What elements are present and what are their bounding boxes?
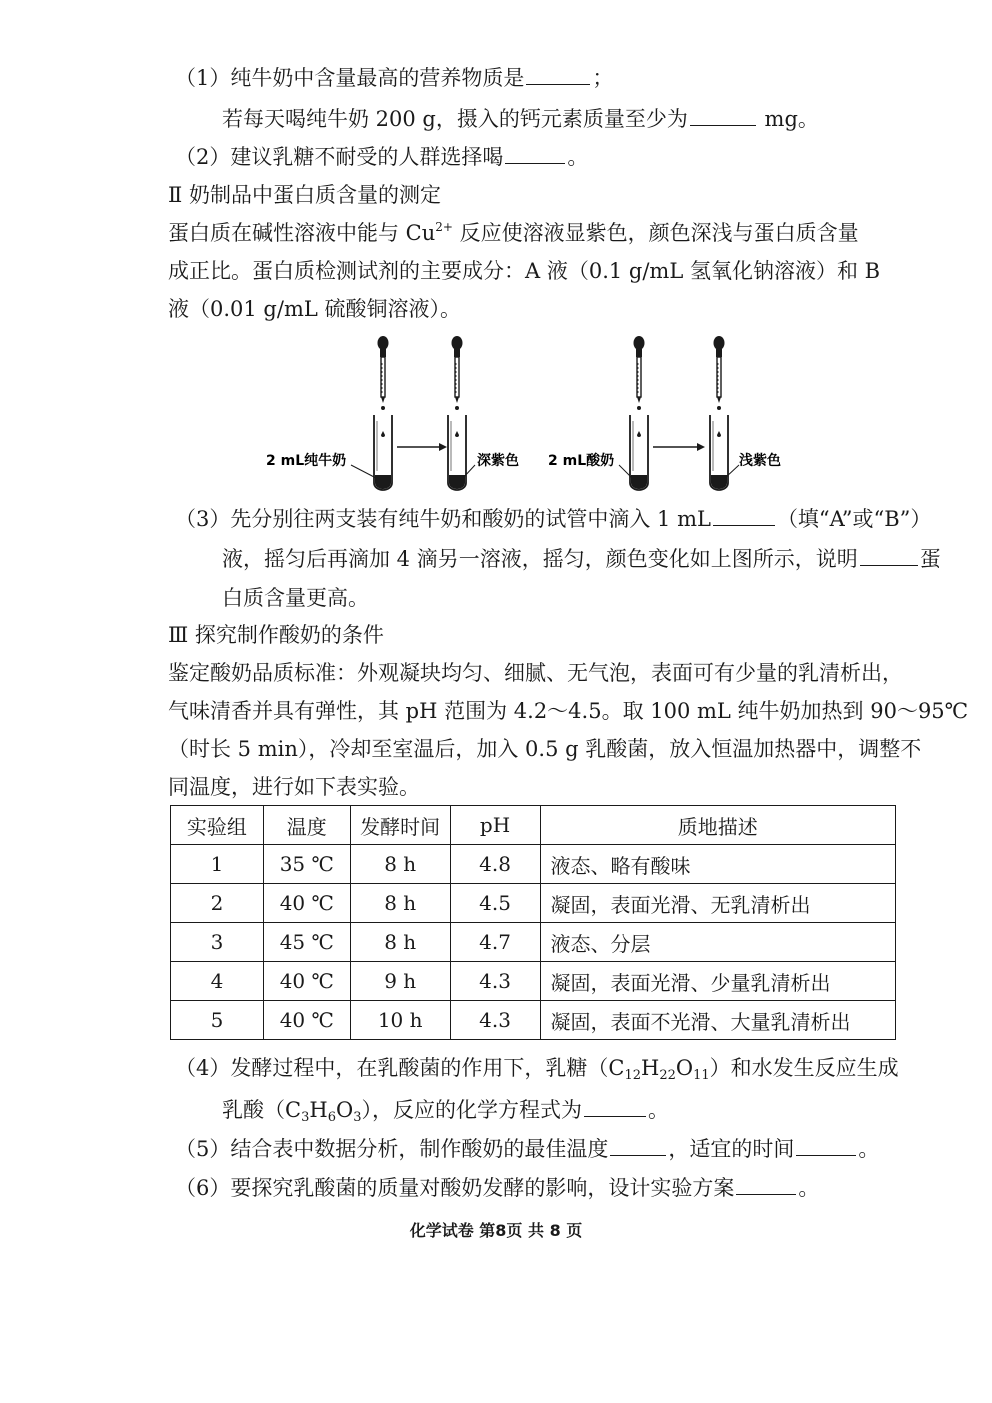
- experiment-table: [170, 805, 896, 1040]
- cell-time: 10 h: [350, 1001, 450, 1040]
- cell-ph: 4.3: [450, 962, 540, 1001]
- q2-line: （2）建议乳糖不耐受的人群选择喝 。: [175, 145, 589, 169]
- label-milk: 2 mL纯牛奶: [266, 453, 347, 469]
- cell-texture: 凝固，表面光滑、无乳清析出: [540, 884, 896, 923]
- cell-texture: 凝固，表面不光滑、大量乳清析出: [540, 1001, 896, 1040]
- cell-texture: 液态、略有酸味: [540, 845, 896, 884]
- page-footer: 化学试卷 第8页 共 8 页: [409, 1221, 583, 1240]
- answer-blank[interactable]: [796, 1135, 856, 1156]
- q6-line: （6）要探究乳酸菌的质量对酸奶发酵的影响，设计实验方案 。: [175, 1176, 820, 1200]
- header-ph: pH: [450, 806, 540, 845]
- q3-line2: 液，摇匀后再滴加 4 滴另一溶液，摇匀，颜色变化如上图所示，说明 蛋: [222, 547, 941, 571]
- test-tube-figure: [255, 335, 800, 495]
- answer-blank[interactable]: [526, 64, 590, 85]
- cell-group: 3: [171, 923, 264, 962]
- arrow-right-icon: [653, 443, 705, 451]
- section2-p3: 液（0.01 g/mL 硫酸铜溶液）。: [168, 297, 461, 321]
- table-header-row: [171, 806, 896, 845]
- dropper-icon: [452, 336, 463, 410]
- cell-temperature: 40 ℃: [263, 962, 350, 1001]
- arrow-right-icon: [397, 443, 447, 451]
- header-texture: 质地描述: [540, 806, 896, 845]
- cell-group: 4: [171, 962, 264, 1001]
- header-group: 实验组: [171, 806, 264, 845]
- cell-time: 8 h: [350, 884, 450, 923]
- test-tube-icon: [448, 415, 466, 490]
- test-tube-icon: [374, 415, 392, 490]
- section3-p4: 同温度，进行如下表实验。: [168, 775, 420, 799]
- cell-ph: 4.3: [450, 1001, 540, 1040]
- cell-group: 2: [171, 884, 264, 923]
- q4-line2: 乳酸$(C_3H_6O_3)$，反应的化学方程式为 。: [222, 1098, 669, 1125]
- cell-temperature: 40 ℃: [263, 1001, 350, 1040]
- cell-temperature: 35 ℃: [263, 845, 350, 884]
- section2-title: Ⅱ 奶制品中蛋白质含量的测定: [168, 183, 441, 207]
- answer-blank[interactable]: [736, 1174, 796, 1195]
- dropper-icon: [714, 336, 725, 410]
- section2-p1: 蛋白质在碱性溶液中能与 $Cu^{2+}$ 反应使溶液显紫色，颜色深浅与蛋白质含量: [168, 220, 859, 245]
- label-yogurt: 2 mL酸奶: [548, 453, 615, 469]
- section3-p1: 鉴定酸奶品质标准：外观凝块均匀、细腻、无气泡，表面可有少量的乳清析出，: [168, 661, 903, 685]
- q1-line2: 若每天喝纯牛奶 200 g，摄入的钙元素质量至少为 mg。: [222, 107, 819, 131]
- leader-line: [351, 465, 376, 478]
- label-light-purple: 浅紫色: [739, 453, 781, 469]
- header-temperature: 温度: [263, 806, 350, 845]
- cell-time: 8 h: [350, 923, 450, 962]
- dropper-icon: [378, 336, 389, 410]
- q4-line1: （4）发酵过程中，在乳酸菌的作用下，乳糖$(C_{12}H_{22}O_{11})$和水发生反应生成: [175, 1056, 899, 1083]
- leader-line: [463, 465, 475, 478]
- cell-time: 9 h: [350, 962, 450, 1001]
- answer-blank[interactable]: [584, 1096, 646, 1117]
- section2-p2: 成正比。蛋白质检测试剂的主要成分：A 液（0.1 g/mL 氢氧化钠溶液）和 B: [168, 259, 881, 283]
- cell-ph: 4.8: [450, 845, 540, 884]
- section3-p3: （时长 5 min），冷却至室温后，加入 0.5 g 乳酸菌，放入恒温加热器中，调整不: [168, 737, 922, 761]
- cell-ph: 4.5: [450, 884, 540, 923]
- leader-line: [725, 465, 739, 478]
- section3-title: Ⅲ 探究制作酸奶的条件: [168, 623, 384, 647]
- section3-p2: 气味清香并具有弹性，其 pH 范围为 4.2～4.5。取 100 mL 纯牛奶加热到 90～95℃: [168, 699, 969, 723]
- answer-blank[interactable]: [690, 105, 756, 126]
- table-row: [171, 884, 896, 923]
- q3-line1: （3）先分别往两支装有纯牛奶和酸奶的试管中滴入 1 mL （填“A”或“B”）: [175, 507, 932, 531]
- test-tube-icon: [710, 415, 728, 490]
- cell-temperature: 40 ℃: [263, 884, 350, 923]
- q5-line: （5）结合表中数据分析，制作酸奶的最佳温度 ，适宜的时间 。: [175, 1137, 880, 1161]
- cell-texture: 凝固，表面光滑、少量乳清析出: [540, 962, 896, 1001]
- label-dark-purple: 深紫色: [477, 453, 519, 469]
- table-row: [171, 845, 896, 884]
- answer-blank[interactable]: [713, 505, 775, 526]
- dropper-icon: [634, 336, 645, 410]
- table-row: [171, 923, 896, 962]
- cell-texture: 液态、分层: [540, 923, 896, 962]
- q1-line1: （1）纯牛奶中含量最高的营养物质是 ；: [175, 66, 614, 90]
- cell-ph: 4.7: [450, 923, 540, 962]
- answer-blank[interactable]: [610, 1135, 666, 1156]
- cell-time: 8 h: [350, 845, 450, 884]
- header-time: 发酵时间: [350, 806, 450, 845]
- test-tube-icon: [630, 415, 648, 490]
- cell-group: 1: [171, 845, 264, 884]
- q3-line3: 白质含量更高。: [222, 586, 369, 610]
- table-row: [171, 962, 896, 1001]
- answer-blank[interactable]: [505, 143, 565, 164]
- cell-group: 5: [171, 1001, 264, 1040]
- cell-temperature: 45 ℃: [263, 923, 350, 962]
- answer-blank[interactable]: [860, 545, 918, 566]
- table-row: [171, 1001, 896, 1040]
